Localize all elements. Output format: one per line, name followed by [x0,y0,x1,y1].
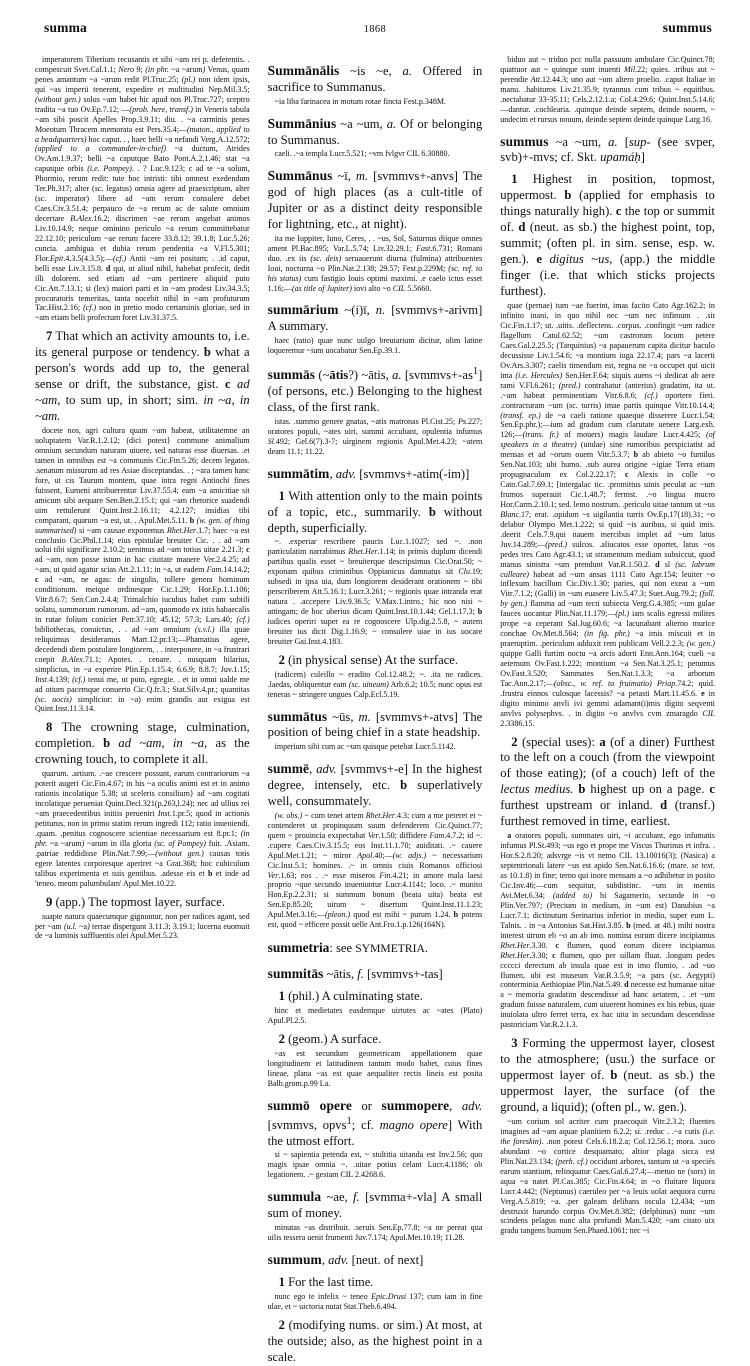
running-head [32,20,718,46]
summanalis-citations: ~ia liba farinacea in motum rotae fincta Fest.p.348M. [274,96,447,106]
summe-citations: (w. obs.) ~ cum tenet artem Rhet.Her.4.3; cum a me peteret et ~ contenderet ut propinquum suum defenderem Cic.Quinct.77; quem ~ prouincia exspectabat Ver.1.50; diffidere Fam.4.7.2; id ~. .cupere Caes.Civ.3.15.5; eos Inst.11.1.70; auiditati. .~ cauere Apul.Met.1.21; ~ miror Apol.40;—(w. adjs.) ~ necessarium Cic.Inst.5.1; homines. .~ in omnis ciuis Romanos officiosi Ver.1.63; eos . .~ esse miseros Fin.4.21; in amore mala laesi proprio ~que secundo inueniuntur Lucr.4.1141; loco. .~ munito Hon.Ep.2.2.31; si summum bonum (beata uita) beata est Sen.Ep.85.20; uirum ~ disertum Quint.Inst.11.1.23; Apul.Met.3.16;—(pleon.) quod est mihi ~ purum 1.24. b potens est, quod ~ efficere possit uelle Ant.Fro.1.p.126(164N). [267,810,483,930]
summanus-citations: ita me Iuppiter, Iuno, Ceres, . . ~us, Sol, Saturnus diique omnes ament Pl.Bac.895; Var.L.5.74; Liv.32.29.1; Fast.6.731; Romani duo. .ex iis (sc. deis) seruauerunt diurna (fulmina) attribuentes Ioui, nocturna ~o Plin.Nat.2.138; 29.57; Fest.p.229M; (sc. ref. to his status) cum fastigio Iouis optimi maximi. .e caelo ictus esset 1.16;—(as title of Jupiter) iovi alto ~o CIL 5.5660. [267,233,483,293]
entry-summo-opere: summō opere or summopere, adv. [svmmvs, opvs$^1$; cf. magno opere] With the utmost effort. [267,1097,483,1148]
summatim-sense-2-citations: (radicem) culeillo ~ eradito Col.12.48.2; ~. .ita ne radices. .laedas, obliquentur eam (sc. uineam) Arb.6.2; 10.5; nunc opus est teneras ~ stringere ungues Calp.Ecl.5.19. [267,669,483,699]
summatim-sense-1-citations: ~. .experiar rescribere paucis Luc.1.1027; sed ~. .non particulatim narrabimus Rhet.Her.1.14; in primis duplum dicendi partibus qualis esset ~ breuiterque descripsimus Cic.Orat.50; ~ exponam quibus criminibus Oppianicus damnatus sit Clu.19; subsedi in ipsa uia, dum longiorem desiderant orationem ~ tibi perscriberem Att.5.16.1; Lucr.3.261; ~ regionis quae intranda erat natura . .accepere Liv.9.36.5; V.Max.1.intro.; hic non nisi ~ attingam; de hoc uberius dicam Quint.Inst.10.1.44; Gel.1.17.3; b iudices operiri super ea re cognoscere Ulp.dig.2.5.8, ~ autem breuiter ius dicit Dig.1.16.9; ~ consulere uiae in ius uocare breuiter Gai.Inst.4.183. [267,537,483,646]
summula-citations: minutas ~as distribuit. .seruis Sen.Ep.77.8; ~a ne pereat qua uilis tessera uenit frumenti Juv.7.174; Apul.Met.10.19; 11.28. [267,1222,483,1242]
sense-9: 9 (app.) The topmost layer, surface. [46,894,226,909]
summitas-sense-2-citations: ~as est secundum geometricam appellationem quae longitudinem et latitudinem tantum modo habet, cuius fines lineae, plana ~as est quae aequaliter rectis lineis est posita Balb.grom.p.99 La. [267,1048,483,1088]
running-head-left: summa [44,20,88,35]
column-middle [259,54,492,1366]
summus-sense-3: 3 Forming the uppermost layer, closest to the atmosphere; (usu.) the surface or uppermost layer of. b (neut. as sb.) the uppermost layer, the surface (of the ground, a liquid); (often pl., w. gen.). [500,1036,715,1115]
entry-summetria: summetria: see SYMMETRIA. [267,940,428,956]
summum-sense-1: 1 For the last time. [278,1274,374,1289]
summus-sense-3-citations: ~um corium sol acriter cum praecoquit Vitr.2.3.2; fluentes imagines ad ~am aquae planitiem 6.2.2; si. .reduc . .~a cutis (i.e. the foreskin). .non potest Cels.6.18.2.a; Col.12.56.1; mora. .suco abundant ~o cortice desquamato; altior plaga sicca est Plin.Nat.23.134; (perh. cf.) occidunt arbores, tantum ut ~a speciés earum stantium, relinquatur Caes.Gal.6.27.4;—metuo ne (sors) in aqua ~a natet Pl.Cas.385; Cic.Fin.4.64; in ~o fluitare liquora Lucr.4.442; (Neptunus) caeruleo per ~a leuis uolat aequora curru Verg.A.5.819; ~a. .per galeam delibans oscula 12.434; ~um destruxit harundo corpus Ov.Met.8.382; (delphinus) nunc ~um scindens pelagus nunc alta profundi Man.5.420; ~am citato uix gradu tangens humum Sen.Phaed.1061; nec ~i [500,1117,715,1236]
sense-7-citations: docete nos, agri cultura quam ~am habeat, utilitatemne an uoluptatem Var.R.1.2.12; (dici potest} commune animalium omnium secundum naturam uiuere, sed naturas esse diuersas. .et tamen in omnibus est ~a communis Cic.Fin.5.26; decem legatos. .senatum missurum ad res Asiae disceptandas. . ; ~ara tamen hanc fore, ut cis Taurum montem, quae intra regni Antiochi fines fuissent, Eumeni attribuerentur Liv.37.55.4; eam ~a amicitiae sit amicum sibi aequare Sen.Ben.2.15.1; qui ~am rhetorice suadendi uim rettulerunt Quint.Inst.2.16.11; 4.2.127; insidias tibi comparant, quarum ~a est, ut. . Apul.Met.5.11. b (w. gen. of thing summarised) si ~am causae exponemus Rhet.Her.1.7; haec ~a est conclusio Cic.Phil.1.14; eius epistulae breuiter Cic. . . ad ~am uolui tibi significare 2.10.2; uenimus ad ~am totius uitae 2.21.3; c ad ~am, non posse istum in hac ciuitate manere Ver.2.4.25; ad ~am, ut quid agatur scias Att.2.1.11; in ~a, ut eadem Fam.14.14.2; c ad ~am, ne agas: de singulis, tollere genera hominum conditionum. meique ordinesque Cic.1.29; Hor.Ep.1.1.106; Vitr.8.6.7; Sen.Con.2.4.4; Trimalchio iucubus habet cum subtili uolatu, summorum rumorum. ad ~am, quomodo ex istis babaecalis in rutae folium coniciet Petr.37.10; 45.12; 57.3; Lars.40; (cf.) bibliothecas, conuictus, . . ad ~am omnium (s.v.l.) illa quae reliquimus desideramus Mart.12.pr.13;—Phamatius agere, decedendi diem postulare longiorem, . . interponere, in ~a frustrari coepit B.Alex.71.1; Apotes. . cenare. . nusquam hilarius, simplicius, in ~a experire Plin.Ep.1.15.4; 6.6.9; 8.8.7; Juv.1.15; Inst.4.139; (cf.) tenui me, ut puto, egregie. . et in omni ualde me ad otium pacemque conuerto Cic.Q.fr.3.; Stat.Silv.4.pr.; quantitas (sc. uocis) simplicior: in ~a) enim grandis aut exigua est Quint.Inst.11.3.14. [35,426,250,714]
entry-summarium: summārium ~(i)ī, n. [svmmvs+-arivm] A summary. [267,302,483,334]
entry-summitas: summitās ~ātis, f. [svmmvs+-tas] [267,966,443,982]
summa-citations-continued: imperatorem Tiberium recusantis et sibi ~am rei p. deferentis. . compescuit Svet.Cal.1.1; Nero 9; (in phr. ~a ~arum) Venus, quam penes amantum ~a ~arum redit Pl.Truc.25; (pl.) non idem ipsis, qui ~as imperii tenerent, expedire et multitudini Nep.Mil.3.5; (without gen.) solus ~am habet hic apud nos Pl.Truc.727; sceptro tradita ~a tuo Ov.Ep.7.12; —(prob. here, transf.) in Veneris tabula ~am sibi poscit Apelles Prop.3.9.11; diu. . ~a carminis penes Moeotum Thracem memorata est Pers.35.4;—(maton., applied to a headquarters) hoc caput. . , haec belli ~a nefandi Verg.A.12.572; (applied to a commander-in-chief) ~a ductum, Atrides Ov.Am.1.9.37; belli ~a caputque Bato Pont.A.2.1.46; stat ~a caputque orbis (i.e. Pompey). . ? Luc.9.123; c ad te ~a solum, Phormio, rerum redit: tute hoc intristi: tibi omnest exedendum Ter.Ph.317; alter (sc. legatus) omnia agere ad praescriptum, alter (sc. imperator) libere ad ~am rerum consulere debet Caes.Civ.3.51.4; perpauco de ~a rerum ac de salute omnium decertare B.Alex.16.2; discrimen ~ae rerum angebat animos Liv.10.14.9; neque ominino periculo ~a rerum committebatur 22.12.10; periculum ~ae rerum facere 33.8.12; 39.1.8; Luc.5.26; cuncta. .ambigua et dubia rerum pendentia ~a V.Fl.5.301; Flor.Epit.4.3.5(4.3.5);—(cf.) Antii ~am rei positam; . .id caput, belli esse Liv.3.15.8. d qui, ut aliud nihil, habebat profecit, dedit illi dolorem. sed etiam ad ~am pertinere aliquid puto Cic.Att.7.13.1; si (lex) maiori parti et in ~am prodest Liv.34.3.5; procuratoris temeritas, tanta nocebit nihil in ~am profuturum Tac.Hist.2.16; (cf.) non in pretio modo certaminis gloriae, sed in ~am etiam belli profectum foret Liv.31.37.5. [35,55,250,323]
sense-9-citations: suapte natura quaecumque gignuntur, non per radices agant, sed per ~am (u.l. ~a) terrae dispergunt 3.11.3; 3.19.1; lucerna euomuit de ~a luminis suffluentis olei Apul.Met.5.23. [35,911,250,941]
entry-summus: summus ~a ~um, a. [sup- (see svper, svb)+-mvs; cf. Skt. upamáḥ] [500,133,715,165]
summatim-sense-2: 2 (in physical sense) At the surface. [278,652,459,667]
column-left [26,54,259,941]
summanius-citations: caeli. .~a templa Lucr.5.521; ~vm fvlgvr CIL 6.30880. [274,149,450,159]
column-right [491,54,724,1236]
summum-sense-2: 2 (modifying nums. or sim.) At most, at the outside; also, as the highest point in a scale. [267,1317,483,1364]
page-folio-number: 1868 [363,24,387,35]
entry-summanus: Summānus ~ī, m. [svmmvs+-anvs] The god of high places (as a cult-title of Jupiter or as a distinct deity responsible for lightning, etc., at night). [267,168,483,231]
entry-summanalis: Summānālis ~is ~e, a. Offered in sacrifice to Summanus. [267,63,483,94]
summopere-citations: si ~ sapientia petenda est, ~ stultitia uitanda est Inv.2.56; quo magis ipsae omnia ~. .uitae potius celant Lucr.4.1186; ob legationem. .~ gestam CIL 2.4268.6. [267,1150,483,1180]
entry-summatus: summātus ~ūs, m. [svmmvs+-atvs] The position of being chief in a state headship. [267,708,483,740]
entry-summum: summum, adv. [neut. of next] [267,1251,424,1267]
sense-8: 8 The crowning stage, culmination, completion. b ad ~am, in ~a, as the crowning touch, to complete it all. [35,720,250,767]
summus-sense-1: 1 Highest in position, topmost, uppermost. b (applied for emphasis to things naturally high). c the top or summit of. d (neut. as sb.) the highest point, top, summit; (often pl. in sim. sense, esp. w. gen.). e digitus ~us, (app.) the middle finger (i.e. that which sticks projects furthest). [500,172,715,299]
summitas-sense-1-citations: hinc et medietates easdemque uirtutes ac ~ates (Plato) Apul.Pl.2.5. [267,1006,483,1025]
summatus-citations: imperium sibi cum ac ~um quisque petebat Lucr.5.1142. [274,742,456,752]
entry-summula: summula ~ae, f. [svmma+-vla] A small sum of money. [267,1189,483,1221]
summum-sense-2-citations: biduo aut ~ triduo pcc nulla passuum ambulare Cic.Quinct.78; quattuor aut ~ quinque sunt inuenti Mil.22; quies. .tribus aut ~ perendie Att.12.44.3; uno aut ~um altero proelio. .caput Italiae in manu. .habituros Liv.21.35.9; tyrannus cum tribus ~ equitibus. .nectabatur 33-35.11; Cels.2.12.1.a; Col.4.29.6; Quint.Inst.5.14.6;—dantur. .cochlearia. .quinque deinde septem, deinde nouem, ~ undecim et rursus nouum, deinde septem deinde quinque Larg.16. [500,55,715,124]
entry-summe: summē, adv. [svmmvs+-e] In the highest degree, intensely, etc. b superlatively well, consummately. [267,761,483,809]
summus-sense-1-citations: quae (pernae) tum ~ae fuerint, imas facito Cato Agr.162.2; in infinito inani, in quo nihil nec ~um nec infimum . .sit Cic.Fin.1.17; ut. .uitis. .deflectens. .corpus. .confingit ~um radice flagellum Catul.62.52; ~um castrorum locum petere Caes.Gal.2.25.5; (Tarquinius) ~a papauerum capita dicitur baculo decussisse Liv.1.54.6; ~a montium iuga 22.17.4; pars ~a lacerti Ov.Ars.3.307; caelis timendum est, regna ne ~a occupet qui uicit ima (i.e. Hercules) Sen.Her.F.64; siquis auens ~i dedicat ab aere rami V.Fl.6.261; (pred.) contrahatur (anterius) gradatim, ita ut. .~am habeat perminentiam Vitr.6.8.6; (cf.) oportere fieri. .contracturam ~um (sc. turris) imae partis quinque Vitr.10.14.4; (transf. ep.) de ~a caeli ratione quaeque disserere Lucr.1.54; Sen.Ep.phr.);—ium ad gradum cum clarutate uenere Larg.exh. 126;—(trans. fr.) of mouers) magis laudare Lucr.4.425; (of speakers in a theatre) (undae) sine rumoribus perspiciatist ad mensas et ad ~orum ouem Vitr.5.3.7; b ab abieto ~o fumilus Sen.Nat.103; ubi humo. .sub aurea origine ~igiae Terra etiam propugnaculum ex Col.2.22.17; c Alexis in colle ~o Cato.Gal.7.69.1; [intergalac tic. .promittus uinis peculat ac ~um frumos superauit Cic.1.48.7; fermst. .~o lingua mucro Hor.Carm.2.10.1; sed. lemo nostrum. .periculo uitae tantum ut ~us Blanc.17; erat. .opidum ~s uigilantia turris Ov.Ep.17(18).31; ~o delabor Olympo Met.1.222; si quid ~is auribus, si quid imis. .deerit Cels.7.9.qui nauem mercibus implet ad ~um latus Juv.14.289;—(pred.) sulcos. .aliucatos esse oportet, latus ~os pedes tres Cato Agr.43.1; ut stramentum mediam subsiccut, quod manus sinistra ~um prendunt Var.R.1.50.2. d sl (sc. labrum culleare) habeat ad ~um ansas 1111 Cato Agr.154; leuiter ~o inflexum bacillum Cic.Div.1.30; paries, qui non exeat a ~um Vitr.7.1.2; (Galli) in ~um euasere Liv.5.47.3; Suet.Aug.79.2; (foll. by gen.) flamma ad ~um tecti subiecta Verg.G.4.385; ~um gulae fauces uocantur Plin.Nat.11.179;—(pl.) iam scalis egressi milites prope ~a ceperant Sal.Jug.60.6; ~a lacunabant alterno murice conchae Ov.Met.8.564; (in fig. phr.) ~a imis miscuit et in praeruptim. .periculum adduxit rem publicam Vell.2.2.3; (w. gen.) quippe Galli furtim noctu ~a arcis adorti Enn.Ann.164; cueli ~a aeternum Ov.Fast.1.222; montium ~a Sen.Nat.3.25.1; petumus Ov.Fast.3.520; Sammates Sen.Nat.1.3.3; ~a arborum Tac.Ann.2.17;—(obsc., w. ref. to fruimatio) Priap.74.2; quid. .frustra einnos culosque lacessis? ~a petasti Mart.11.45.6. e in digito minimo anvli ivi gemmi adamant(i)mis digito seqventi anvlvs polysephvs. . in digito ~o anvlvs cvm zmaragdo CIL 2.3386.15. [500,301,715,728]
column-container [26,54,724,1364]
summarium-citations: haec (ratio) quae nunc uulgo breuiarium dicitur, olim latine loqueremur ~ium uocabatur Sen.Ep.39.1. [267,336,483,356]
summas-citations: istas. .summo genere gnatas, ~atis matronas Pl.Cist.25; Ps.227; oratores populi, ~ates uiri, summi accubant, opulentia infumus Sl.492; Gel.6(7).3-7; uirginem regionis Apul.Met.4.23; ~atem deam 11.1; 11.22. [267,416,483,456]
summitas-sense-2: 2 (geom.) A surface. [278,1031,382,1046]
summus-sense-2-citations: a oratores populi, summates uiri, ~i accubant, ego infumatis infumus Pl.St.493; ~us ego et prope me Viscus Thurinus et infra. . Hor.S.2.8.20; adsvrge ~is vt nemo CIL 13.10016(3); (Nasica) a septentrionali latere ~us est apido Sen.Nat.6.16.6; (mare. se text. as 10.1.8) in fine; terno qui inore mensam a ~o adhibetur in posito Cic.Inv.46;—cum sequitur, subdistinc. ~um in mentis Avi.Met.6.34; (added to) hi Sagamerio, secunde in ~o Plin.Ver.797; (Precium in medium, in ~um est) Danubius ~a Lucr.7.1; dictinutum Serinarius inferior in medio, super eum L. Talnis. . in ~a Antonius Sat.Hist.3.85. b (med. at 48.) mihi nostra interest utrum eb ~o an ab imo. nomina eorum dicere incipiamus Rhet.Her.3.30. c flumen, quod eorum dicere incipiamus Rhet.Her.3.30; c flumen, quo per uillam fluat. .longum pedes ccccci derectum ab insula quae est in imo flumio, . .ad ~uo flumen, ubi est museum Var.R.3.5.9; ~a pars (sc. Aegypti) conterminia Aethiopiae Plin.Nat.5.49. d necesse est humanae uitae a ~ memoria gradatim descendisse ad hanc aetatem, . .et ~um gradum fuisse naturalem, cum uiuerent homines ex his rebus, quae inuiolata ultro ferret terra, ex hac uita in secundam descendisse pastoriciam Var.R.2.1.3. [500,831,715,1030]
summitas-sense-1: 1 (phil.) A culminating state. [278,989,423,1004]
entry-summas: summās (~ātis?) ~ātis, a. $[svmmvs+-as^1]$ (of persons, etc.) Belonging to the highest class, of the first rank. [267,366,483,415]
summatim-sense-1: 1 With attention only to the main points of a topic, etc., summarily. b without depth, superficially. [267,488,483,535]
sense-8-citations: quarum. .artium. .~ae crescere possunt, earum contrariorum ~a poterit augeri Cic.Fin.4.67; in his ~a oculis animi est et in animo rationis incolatique 5.38; ut sceleris consilium} ad ~am cogitati incolatique perueniat Quint.Decl.321(p.263,l.24); nec ad ullius rei ~am praecedentibus initiis perueniri Inst.1.pr.5; quod in actionis petiturus, non in primo statim rerum ingredi 112; ratio inueniendi. .quam. .penitus cognoscere scientiae necessarium est 8.pr.1; (in phr. ~a ~arum) ~arum in illa gloria (sc. of Pompey) fuit. .Asiam. .patriae reddidisse Plin.Nat.7.99;—(without gen.) causas totis egere latentes corporesque aperiret ~a Grat.368; hoc cubiculum talibus experimenta et suis gentibus. .adesse eis et b et inde ad 'teneo, meum palumbulam' Apul.Met.10.22. [35,769,250,888]
summum-sense-1-citations: nunc ego te infelix ~ teneo Epic.Drusi 137; cum iam in fine ulae, et ~ uictoria nutat Stat.Theb.6.494. [267,1291,483,1311]
summus-sense-2: 2 (special uses): a (of a diner) Furthest to the left on a couch (from the viewpoint of those eating); (of a couch) left of the lectus medius. b highest up on a page. c furthest upstream or inland. d (transf.) furthest removed in time, earliest. [500,734,715,829]
entry-summanius: Summānius ~a ~um, a. Of or belonging to Summanus. [267,115,483,147]
running-head-right: summus [662,20,712,35]
entry-summatim: summātim, adv. [svmmvs+-atim(-im)] [267,465,470,481]
sense-7: 7 That which an activity amounts to, i.e. its general purpose or tendency. b what a person's words add up to, the general sense or drift, the substance, gist. c ad ~am, to sum up, in short; sim. in ~a, in ~am. [35,329,250,424]
